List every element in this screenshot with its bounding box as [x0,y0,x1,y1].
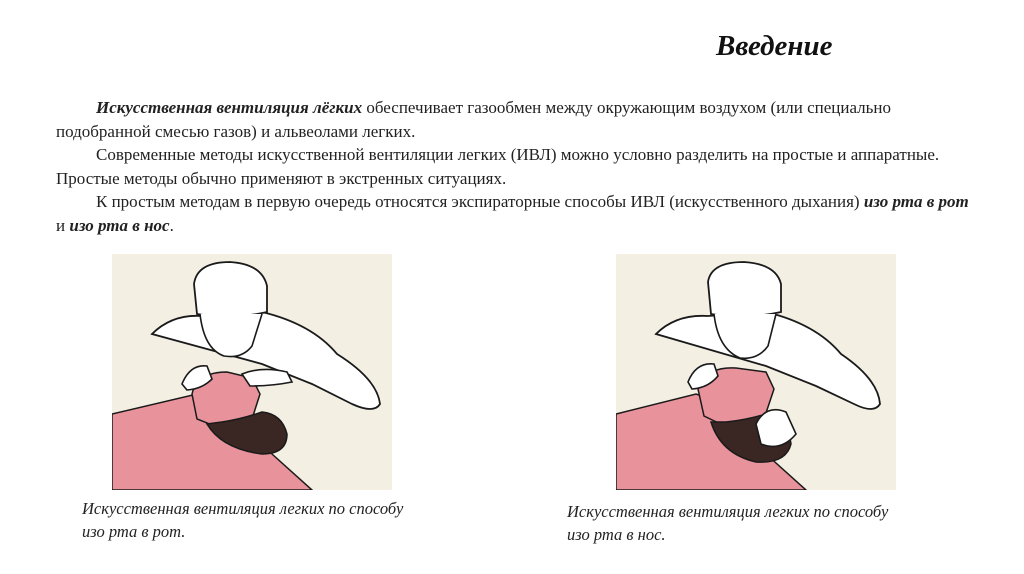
term-ivl: Искусственная вентиляция лёгких [96,98,363,117]
rescuer-cap [708,262,781,317]
intro-text [56,96,976,237]
paragraph-3-joiner: и [56,215,70,235]
mouth-to-mouth-drawing [112,254,392,490]
paragraph-3-end: . [169,215,174,235]
paragraph-3 [56,190,976,237]
caption-line: Искусственная вентиляция легких по способу [82,499,404,518]
paragraph-2: Современные методы искусственной вентиляции легких (ИВЛ) можно условно разделить на простые и аппаратные. Простые методы обычно применяют в экстренных ситуациях. [56,145,940,188]
figure-caption-mouth-to-mouth [82,497,482,543]
figure-caption-mouth-to-nose [567,500,967,546]
paragraph-1-text: обеспечивает газообмен между окружающим воздухом (или специально подобранной смесью газов) и альвеолами легких. [56,98,891,141]
mouth-to-nose-drawing [616,254,896,490]
caption-line: изо рта в нос. [567,525,666,544]
term-mouth-to-nose: изо рта в нос [69,215,170,235]
caption-line: изо рта в рот. [82,522,186,541]
paragraph-1 [56,96,976,143]
illustration-mouth-to-mouth [112,254,392,490]
term-mouth-to-mouth: изо рта в рот [863,192,969,211]
rescuer-right-hand [242,369,292,386]
illustration-mouth-to-nose [616,254,896,490]
paragraph-3-text: К простым методам в первую очередь относятся экспираторные способы ИВЛ (искусственного дыхания) [96,192,864,211]
slide-title: Введение [716,30,833,62]
rescuer-cap [194,262,267,317]
rescuer-torso [152,312,380,409]
rescuer-right-hand [756,410,796,447]
caption-line: Искусственная вентиляция легких по способу [567,502,889,521]
